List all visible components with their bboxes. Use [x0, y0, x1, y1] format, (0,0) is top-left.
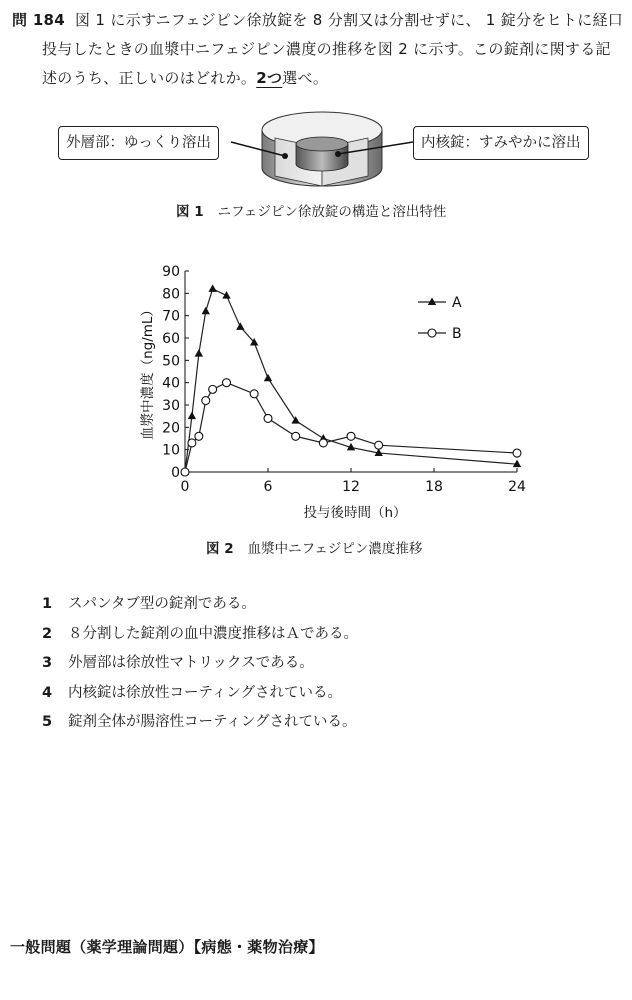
y-tick-label: 0	[171, 465, 180, 481]
choice-text: 錠剤全体が腸溶性コーティングされている。	[68, 714, 357, 730]
figure-2-caption	[206, 537, 422, 557]
legend-marker	[428, 329, 436, 337]
figure-1-caption	[176, 200, 446, 220]
choice-number: 3	[42, 655, 53, 671]
question-line-3-post: 選べ。	[282, 69, 329, 87]
y-tick-label: 90	[162, 264, 180, 280]
series-B-line	[185, 383, 517, 472]
choice-number: 1	[42, 596, 53, 612]
figure-2-number: 図 2	[206, 541, 234, 557]
question-line-3	[12, 64, 622, 93]
series-B-point	[209, 385, 217, 393]
choice-1[interactable]	[42, 590, 358, 620]
series-A-point	[202, 307, 210, 315]
choice-4[interactable]	[42, 679, 358, 709]
series-B-point	[223, 379, 231, 387]
concentration-chart	[0, 255, 632, 565]
question-line-3-pre: 述のうち、正しいのはどれか。	[42, 69, 257, 87]
figure-1-caption-text: ニフェジピン徐放錠の構造と溶出特性	[217, 204, 447, 220]
x-tick-label: 18	[425, 479, 443, 495]
answer-choices	[42, 590, 358, 738]
question-number: 問 184	[12, 11, 66, 29]
question-line-1	[12, 6, 622, 35]
y-tick-label: 40	[162, 375, 180, 392]
choice-text: ８分割した錠剤の血中濃度推移はＡである。	[68, 625, 358, 642]
choice-3[interactable]	[42, 649, 358, 679]
question-line-2: 投与したときの血漿中ニフェジピン濃度の推移を図 2 に示す。この錠剤に関する記	[42, 40, 611, 58]
y-tick-label: 70	[162, 308, 180, 325]
y-tick-label: 10	[162, 442, 180, 459]
outer-layer-label: 外層部：ゆっくり溶出	[58, 126, 219, 160]
choice-5[interactable]	[42, 708, 358, 738]
x-tick-label: 12	[342, 479, 360, 495]
figure-2-caption-text: 血漿中ニフェジピン濃度推移	[247, 541, 423, 557]
series-B-point	[195, 432, 203, 440]
tablet-illustration	[0, 110, 632, 210]
y-tick-label: 60	[162, 331, 180, 347]
series-A-point	[222, 291, 230, 299]
section-footer: 一般問題（薬学理論問題）【病態・薬物治療】	[10, 938, 324, 956]
series-B-point	[513, 449, 521, 457]
choice-number: 4	[42, 684, 53, 701]
series-B-point	[319, 439, 327, 447]
series-A-point	[188, 412, 196, 420]
x-tick-label: 0	[180, 479, 190, 495]
x-axis-label: 投与後時間（h）	[303, 505, 407, 521]
series-B-point	[250, 390, 258, 398]
figure-1-number: 図 1	[176, 204, 204, 220]
legend-marker	[428, 298, 436, 306]
choice-text: 外層部は徐放性マトリックスである。	[68, 655, 314, 671]
y-tick-label: 50	[162, 353, 180, 370]
series-B-point	[188, 439, 196, 447]
y-tick-label: 80	[162, 286, 180, 303]
choice-text: スパンタブ型の錠剤である。	[68, 596, 256, 612]
series-B-point	[375, 441, 383, 449]
y-tick-label: 20	[162, 420, 180, 437]
series-A-point	[264, 374, 272, 382]
question-line-1-text: 図 1 に示すニフェジピン徐放錠を 8 分割又は分割せずに、 1 錠分をヒトに経口	[75, 11, 624, 29]
series-A-point	[236, 322, 244, 330]
series-A-point	[208, 284, 216, 292]
legend-label: A	[452, 295, 462, 311]
series-A-point	[195, 349, 203, 357]
choice-number: 5	[42, 714, 53, 730]
series-B-point	[264, 414, 272, 422]
series-B-point	[202, 397, 210, 405]
y-tick-label: 30	[162, 398, 180, 414]
series-B-point	[292, 432, 300, 440]
question-text	[12, 6, 622, 93]
x-tick-label: 6	[263, 479, 273, 495]
choice-2[interactable]	[42, 620, 358, 650]
choice-text: 内核錠は徐放性コーティングされている。	[68, 684, 343, 701]
inner-core-top	[296, 137, 348, 151]
series-B-point	[347, 432, 355, 440]
inner-core-label: 内核錠：すみやかに溶出	[413, 126, 589, 160]
question-emphasis: 2つ	[256, 69, 283, 87]
figure-1	[0, 110, 632, 220]
series-A-point	[291, 416, 299, 424]
legend-label: B	[452, 326, 462, 342]
choice-number: 2	[42, 625, 53, 642]
y-axis-label: 血漿中濃度（ng/mL）	[140, 303, 156, 440]
series-B-point	[181, 468, 189, 476]
x-tick-label: 24	[508, 479, 526, 495]
